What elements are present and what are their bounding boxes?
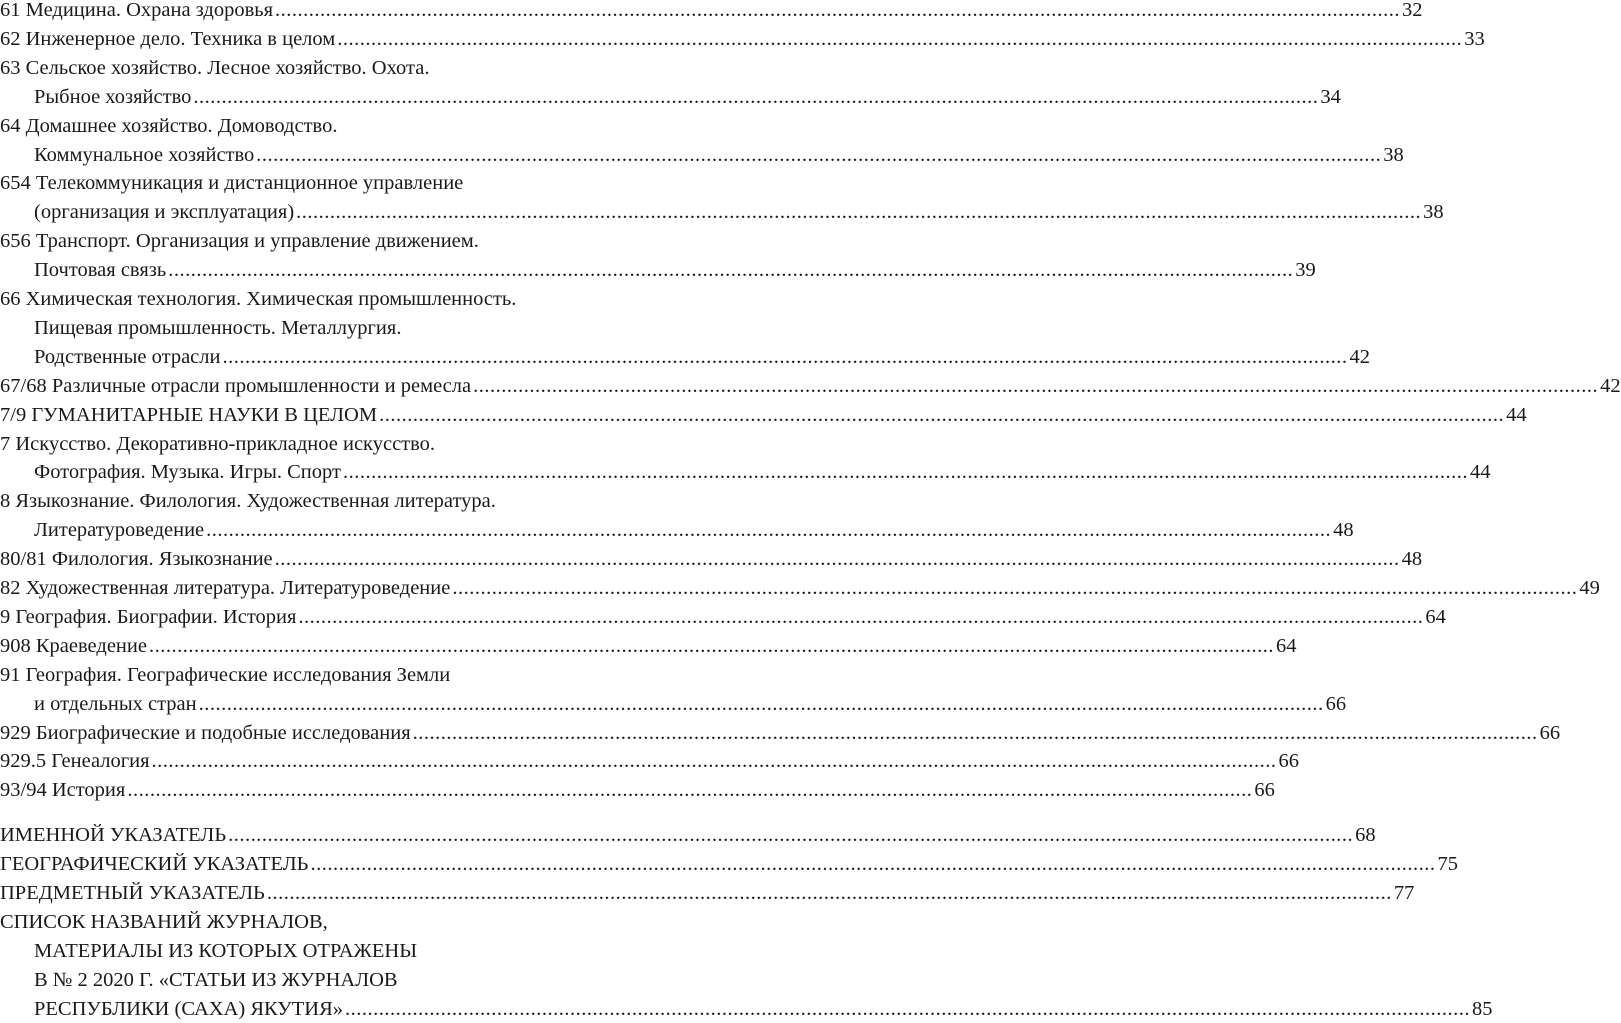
dot-leader <box>343 995 1472 1023</box>
toc-page-number: 39 <box>1295 259 1316 282</box>
toc-entry-line <box>0 54 584 82</box>
dot-leader <box>254 141 1383 169</box>
toc-page-number: 44 <box>1469 461 1491 484</box>
toc-page-number: 68 <box>1355 824 1376 847</box>
dot-leader <box>197 690 1326 718</box>
toc-entry-line-with-page <box>34 198 1444 226</box>
toc-page-number: 44 <box>1506 403 1527 426</box>
dot-leader <box>273 545 1402 573</box>
toc-entry-line <box>34 937 584 965</box>
dot-leader <box>265 879 1394 907</box>
toc-page-number: 64 <box>1425 605 1446 628</box>
toc-entry-title: 80/81 Филология. Языкознание <box>0 548 273 571</box>
toc-entry-title: и отдельных стран <box>34 692 197 715</box>
toc-entry-line <box>0 169 584 197</box>
dot-leader <box>166 256 1295 284</box>
dot-leader <box>308 850 1437 878</box>
toc-entry-title: 66 Химическая технология. Химическая промышленность. <box>0 288 517 310</box>
toc-entry-title: 67/68 Различные отрасли промышленности и ремесла <box>0 374 472 397</box>
toc-entry-line-with-page <box>0 632 1297 660</box>
dot-leader <box>220 343 1349 371</box>
toc-page-number: 38 <box>1423 201 1444 224</box>
toc-entry-title: Почтовая связь <box>34 259 167 282</box>
toc-page-number: 33 <box>1464 27 1485 50</box>
toc-entry-line-with-page <box>0 603 1446 631</box>
toc-entry-line-with-page <box>0 25 1485 53</box>
toc-entry-line <box>0 285 584 313</box>
toc-entry-title: 656 Транспорт. Организация и управление движением. <box>0 230 479 253</box>
toc-entry-line-with-page <box>34 141 1404 169</box>
toc-entry-line-with-page <box>34 516 1354 544</box>
toc-entry-title: 8 Языкознание. Филология. Художественная литература. <box>0 490 496 513</box>
toc-page-number: 77 <box>1393 882 1415 904</box>
toc-entry-title: 64 Домашнее хозяйство. Домоводство. <box>0 114 338 137</box>
toc-entry-title: 654 Телекоммуникация и дистанционное управление <box>0 172 464 195</box>
dot-leader <box>450 574 1579 602</box>
toc-entry-line-with-page <box>0 401 1527 429</box>
toc-entry-line-with-page <box>34 256 1316 284</box>
dot-leader <box>191 83 1320 111</box>
toc-page-number: 48 <box>1333 519 1354 542</box>
toc-page-number: 64 <box>1275 634 1297 657</box>
dot-leader <box>294 198 1423 226</box>
toc-entry-title: (организация и эксплуатация) <box>34 201 295 224</box>
toc-page-number: 75 <box>1437 853 1458 876</box>
toc-entry-line <box>0 112 584 140</box>
toc-page-number: 66 <box>1325 692 1347 715</box>
toc-entry-line-with-page <box>0 545 1423 573</box>
toc-entry-line-with-page <box>34 83 1341 111</box>
toc-entry-line <box>0 908 584 936</box>
toc-page-number: 38 <box>1383 143 1404 166</box>
toc-entry-line-with-page <box>34 995 1493 1023</box>
toc-entry-title: МАТЕРИАЛЫ ИЗ КОТОРЫХ ОТРАЖЕНЫ <box>34 939 418 962</box>
toc-page-number: 85 <box>1472 997 1493 1020</box>
toc-page-number: 42 <box>1349 345 1370 368</box>
toc-entry-line-with-page <box>0 821 1376 849</box>
toc-page-number: 34 <box>1320 85 1341 108</box>
dot-leader <box>335 25 1464 53</box>
toc-page-number: 49 <box>1579 577 1600 599</box>
dot-leader <box>377 401 1506 429</box>
toc-entry-title: СПИСОК НАЗВАНИЙ ЖУРНАЛОВ, <box>0 910 328 933</box>
toc-entry-line-with-page <box>34 343 1370 371</box>
toc-entry-title: Родственные отрасли <box>34 345 221 368</box>
dot-leader <box>296 603 1425 631</box>
toc-page-number: 42 <box>1600 374 1621 397</box>
toc-entry-title: 9 География. Биографии. История <box>0 605 297 628</box>
dot-leader <box>204 516 1333 544</box>
toc-entry-line <box>0 661 584 689</box>
toc-entry-title: 91 География. Географические исследования Земли <box>0 663 451 686</box>
dot-leader <box>150 747 1279 775</box>
toc-entry-line-with-page <box>0 850 1458 878</box>
toc-entry-title: 908 Краеведение <box>0 634 147 657</box>
toc-entry-title: Фотография. Музыка. Игры. Спорт <box>34 461 341 484</box>
toc-entry-line <box>0 487 584 515</box>
toc-entry-title: РЕСПУБЛИКИ (САХА) ЯКУТИЯ» <box>34 997 344 1020</box>
toc-entry-title: ПРЕДМЕТНЫЙ УКАЗАТЕЛЬ <box>0 882 265 904</box>
toc-page-number: 66 <box>1539 721 1561 744</box>
toc-entry-line-with-page <box>34 690 1347 718</box>
toc-entry-line-with-page <box>0 372 1621 400</box>
dot-leader <box>125 776 1254 804</box>
toc-entry-title: 63 Сельское хозяйство. Лесное хозяйство. Охота. <box>0 56 430 79</box>
toc-entry-title: 62 Инженерное дело. Техника в целом <box>0 27 336 50</box>
dot-leader <box>226 821 1355 849</box>
toc-entry-line-with-page <box>34 458 1491 486</box>
toc-entry-title: Пищевая промышленность. Металлургия. <box>34 316 402 339</box>
toc-entry-title: Коммунальное хозяйство <box>34 143 255 166</box>
toc-entry-line <box>34 314 584 342</box>
toc-entry-title: ГЕОГРАФИЧЕСКИЙ УКАЗАТЕЛЬ <box>0 853 309 876</box>
dot-leader <box>341 458 1470 486</box>
toc-entry-line-with-page <box>0 879 1415 907</box>
toc-entry-line <box>0 227 584 255</box>
toc-entry-title: 7 Искусство. Декоративно-прикладное искусство. <box>0 432 436 455</box>
toc-page-number: 66 <box>1278 750 1300 773</box>
toc-entry-line <box>0 430 584 458</box>
toc-page-number: 32 <box>1402 0 1423 21</box>
toc-entry-line <box>34 966 584 994</box>
toc-entry-title: 82 Художественная литература. Литературоведение <box>0 577 451 599</box>
toc-entry-line-with-page <box>0 0 1423 24</box>
toc-entry-title: 929 Биографические и подобные исследования <box>0 721 411 744</box>
toc-entry-title: В № 2 2020 Г. «СТАТЬИ ИЗ ЖУРНАЛОВ <box>34 968 398 991</box>
toc-page-number: 66 <box>1254 779 1275 802</box>
toc-entry-title: 7/9 ГУМАНИТАРНЫЕ НАУКИ В ЦЕЛОМ <box>0 403 378 426</box>
toc-entry-line-with-page <box>0 574 1600 602</box>
toc-entry-title: Литературоведение <box>34 519 205 542</box>
toc-entry-line-with-page <box>0 719 1561 747</box>
toc-page-number: 48 <box>1401 548 1423 571</box>
dot-leader <box>273 0 1402 24</box>
toc-entry-line-with-page <box>0 747 1300 775</box>
dot-leader <box>471 372 1600 400</box>
dot-leader <box>147 632 1276 660</box>
toc-entry-title: ИМЕННОЙ УКАЗАТЕЛЬ <box>0 824 227 847</box>
toc-entry-title: 61 Медицина. Охрана здоровья <box>0 0 274 21</box>
toc-entry-title: Рыбное хозяйство <box>34 85 192 108</box>
dot-leader <box>411 719 1540 747</box>
toc-entry-title: 929.5 Генеалогия <box>0 750 150 773</box>
toc-entry-title: 93/94 История <box>0 779 126 802</box>
toc-entry-line-with-page <box>0 776 1275 804</box>
